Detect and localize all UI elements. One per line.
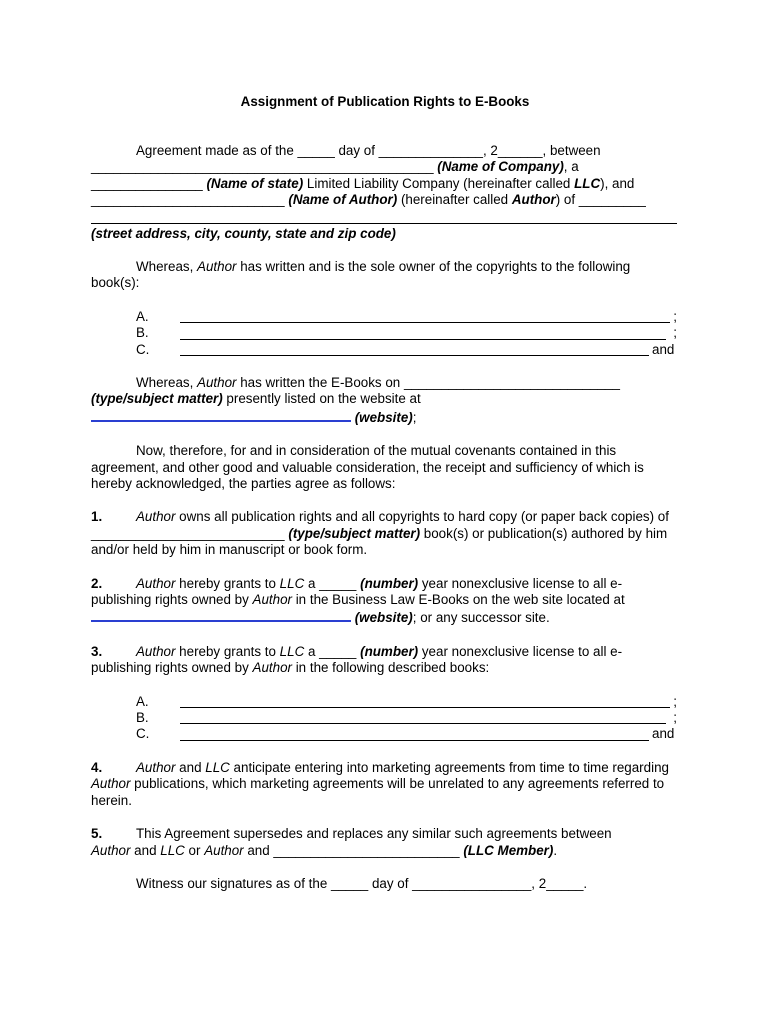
blank-line bbox=[180, 711, 666, 724]
intro-line-4: __________________________ (Name of Author) (hereinafter called Author) of _________ bbox=[91, 192, 646, 208]
section-4: 4. Author and LLC anticipate entering into marketing agreements from time to time regarding Author publications, which marketing agreements will be unrelated to any agreements referred to herein. bbox=[91, 759, 669, 808]
website-link-blank[interactable] bbox=[91, 608, 351, 622]
address-caption: (street address, city, county, state and zip code) bbox=[91, 225, 396, 241]
agreement-intro bbox=[91, 143, 677, 242]
document-title: Assignment of Publication Rights to E-Books bbox=[240, 94, 530, 109]
intro-line-2: ______________________________________________ (Name of Company), a bbox=[91, 159, 579, 175]
blank-line bbox=[180, 327, 666, 340]
list-item: B. ; bbox=[136, 325, 677, 341]
consideration-paragraph: Now, therefore, for and in consideration of the mutual covenants contained in this agreement, and other good and valuable consideration, the receipt and sufficiency of which is hereby acknowledged, the parties agree as follows: bbox=[91, 443, 644, 492]
witness-line: Witness our signatures as of the _____ day of ________________, 2_____. bbox=[136, 875, 588, 891]
address-blank-line bbox=[91, 209, 677, 224]
book-list-2 bbox=[91, 694, 677, 743]
list-item: A. ; bbox=[136, 693, 677, 709]
section-3: 3. Author hereby grants to LLC a _____ (number) year nonexclusive license to all e-publishing rights owned by Author in the following described books: bbox=[91, 643, 623, 676]
blank-line bbox=[180, 728, 649, 741]
blank-line bbox=[180, 310, 670, 323]
section-2: 2. Author hereby grants to LLC a _____ (number) year nonexclusive license to all e-publishing rights owned by Author in the Business Law E-Books on the web site located at (website); or any successor site. bbox=[91, 575, 625, 626]
section-1: 1. Author owns all publication rights and all copyrights to hard copy (or paper back copies) of __________________________ (type/subject matter) book(s) or publication(s) authored by him and/or held by him in manuscript or book form. bbox=[91, 509, 669, 558]
list-item: A. ; bbox=[136, 308, 677, 324]
blank-line bbox=[180, 695, 670, 708]
intro-line-3: _______________ (Name of state) Limited Liability Company (hereinafter called LLC), and bbox=[91, 175, 635, 191]
section-5: 5. This Agreement supersedes and replaces any similar such agreements between Author and LLC or Author and _________________________ (LLC Member). bbox=[91, 826, 612, 858]
list-item: B. ; bbox=[136, 710, 677, 726]
website-link-blank[interactable] bbox=[91, 408, 351, 422]
blank-line bbox=[180, 343, 649, 356]
list-item: C. and bbox=[136, 341, 675, 357]
document-body bbox=[91, 143, 677, 909]
whereas-books-paragraph: Whereas, Author has written and is the sole owner of the copyrights to the following book(s): bbox=[91, 259, 631, 291]
book-list-1 bbox=[91, 309, 677, 358]
intro-line-1: Agreement made as of the _____ day of ______________, 2______, between bbox=[136, 143, 601, 158]
whereas-ebooks-paragraph: Whereas, Author has written the E-Books on _____________________________ (type/subject matter) presently listed on the website at (website); bbox=[91, 375, 620, 425]
list-item: C. and bbox=[136, 726, 675, 742]
